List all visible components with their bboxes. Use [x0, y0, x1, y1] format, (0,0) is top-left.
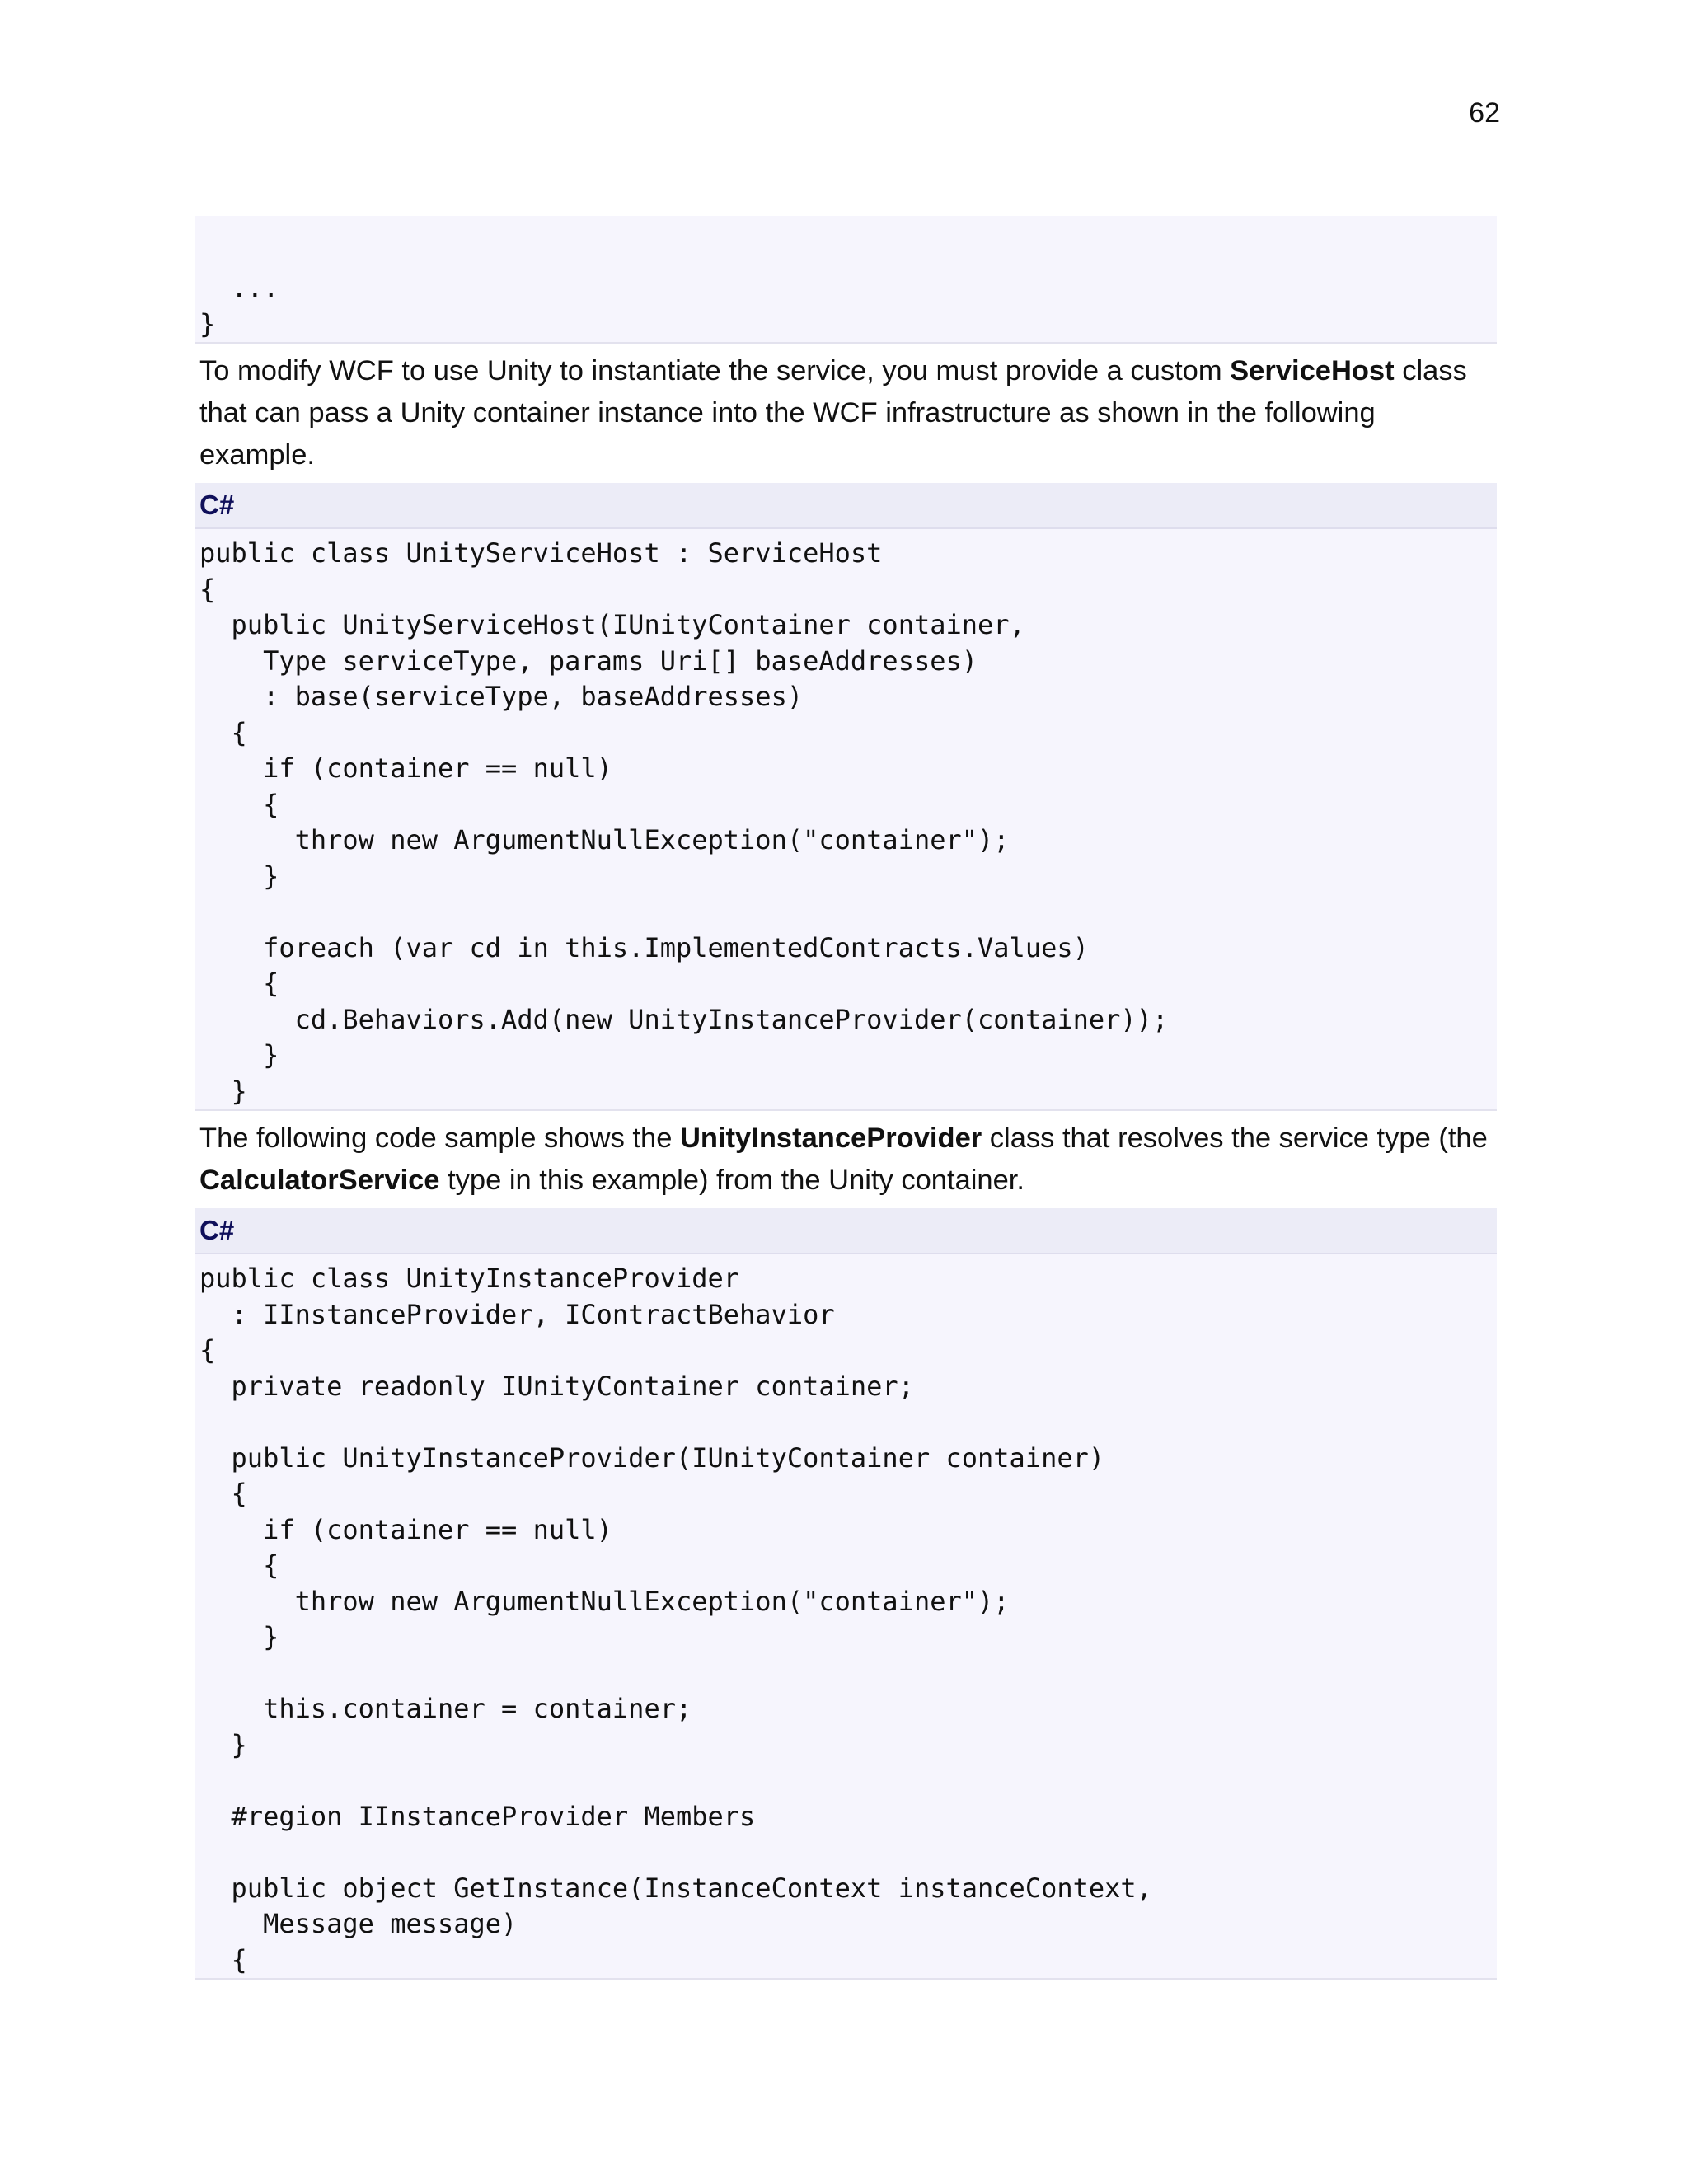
code-language-label: C# — [195, 483, 1497, 529]
bold-term: CalculatorService — [199, 1165, 440, 1196]
paragraph-text: type in this example) from the Unity container. — [439, 1165, 1025, 1196]
page-number: 62 — [1469, 97, 1500, 129]
code-block-unityinstanceprovider — [195, 1208, 1497, 1980]
paragraph-servicehost — [195, 344, 1497, 483]
bold-term: ServiceHost — [1230, 355, 1395, 387]
code-listing: ... } — [199, 272, 279, 340]
page-content — [195, 216, 1497, 1980]
code-listing: public class UnityInstanceProvider : IInstanceProvider, IContractBehavior { private readonly IUnityContainer container; public UnityInstanceProvider(IUnityContainer container) { if (container == null) { throw new ArgumentNullException("container"); } this.container = container; } #region IInstanceProvider Members public object GetInstance(InstanceContext instanceContext, Message message) { — [199, 1263, 1152, 1975]
code-block-continued — [195, 216, 1497, 344]
paragraph-text: class that can pass a Unity container instance into the WCF infrastructure as shown in the following example. — [199, 355, 1467, 471]
bold-term: UnityInstanceProvider — [679, 1122, 982, 1154]
paragraph-text: To modify WCF to use Unity to instantiate the service, you must provide a custom — [199, 355, 1231, 387]
paragraph-text: class that resolves the service type (the — [982, 1122, 1488, 1154]
paragraph-text: The following code sample shows the — [199, 1122, 680, 1154]
paragraph-instanceprovider — [195, 1111, 1497, 1208]
code-block-unityservicehost — [195, 483, 1497, 1111]
code-listing: public class UnityServiceHost : ServiceHost { public UnityServiceHost(IUnityContainer container, Type serviceType, params Uri[] baseAddresses) : base(serviceType, baseAddresses) { if (container == null) { throw new ArgumentNullException("container"); } foreach (var cd in this.ImplementedContracts.Values) { cd.Behaviors.Add(new UnityInstanceProvider(container)); } } — [199, 537, 1169, 1107]
code-language-label: C# — [195, 1208, 1497, 1254]
